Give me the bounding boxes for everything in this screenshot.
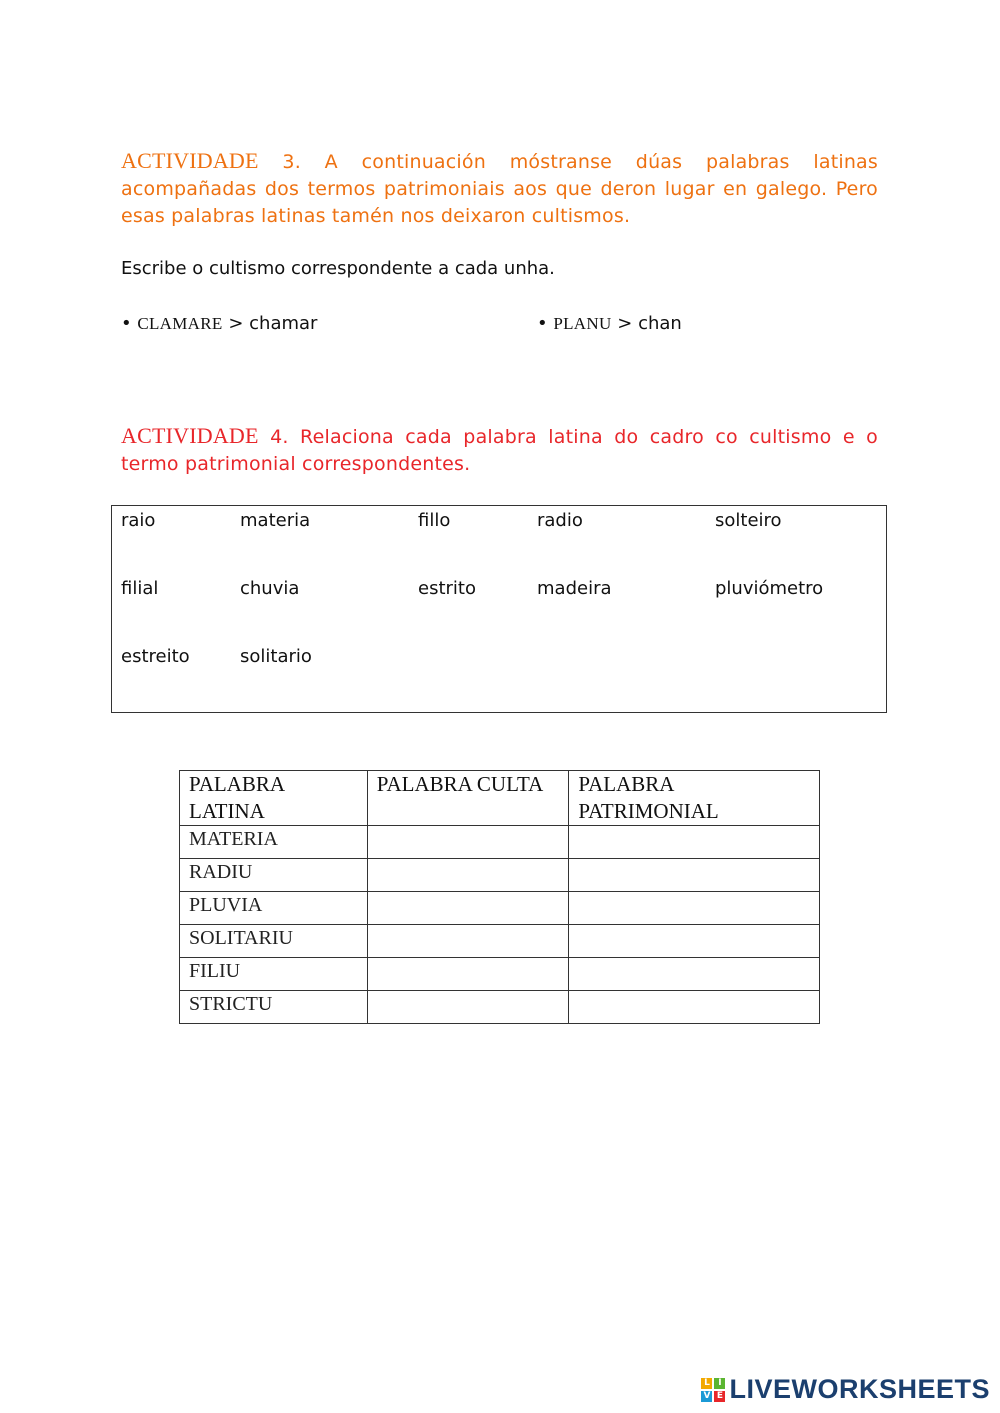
table-row (180, 859, 820, 892)
activity-4-body: 4. Relaciona cada palabra latina do cadro co cultismo e o termo patrimonial correspondentes. (121, 426, 878, 475)
activity-4-lead: ACTIVIDADE (121, 423, 259, 448)
activity-3-lead: ACTIVIDADE (121, 148, 259, 173)
logo-tile: V (701, 1391, 712, 1402)
patrimonial-answer-cell[interactable] (569, 925, 820, 958)
latin-cell: RADIU (180, 859, 368, 892)
header-latin: PALABRA LATINA (180, 771, 368, 826)
latin-cell: MATERIA (180, 826, 368, 859)
latin-cell: STRICTU (180, 991, 368, 1024)
activity-3-body: 3. A continuación móstranse dúas palabras latinas acompañadas dos termos patrimoniais aos que deron lugar en galego. Pero esas palabras latinas tamén nos deixaron cultismos. (121, 151, 879, 227)
latin-cell: PLUVIA (180, 892, 368, 925)
table-row (180, 991, 820, 1024)
pair-clamare: • CLAMARE > chamar (121, 313, 318, 334)
logo-text: LIVEWORKSHEETS (729, 1374, 990, 1404)
word-bank-item: radio (537, 510, 583, 531)
logo-tile: I (714, 1378, 725, 1389)
word-bank-item: estrito (418, 578, 476, 599)
culta-answer-cell[interactable] (367, 826, 569, 859)
activity-4-text (121, 422, 878, 478)
word-bank-item: filial (121, 578, 159, 599)
word-bank-item: solteiro (715, 510, 782, 531)
table-row (180, 958, 820, 991)
word-bank (111, 505, 887, 713)
word-bank-item: materia (240, 510, 311, 531)
pair-word: chamar (249, 313, 318, 334)
patrimonial-answer-cell[interactable] (569, 826, 820, 859)
culta-answer-cell[interactable] (367, 859, 569, 892)
instruction: Escribe o cultismo correspondente a cada unha. (121, 258, 555, 279)
culta-answer-cell[interactable] (367, 925, 569, 958)
table-row (180, 925, 820, 958)
patrimonial-answer-cell[interactable] (569, 958, 820, 991)
culta-answer-cell[interactable] (367, 958, 569, 991)
table-row (180, 892, 820, 925)
word-bank-item: fillo (418, 510, 451, 531)
patrimonial-answer-cell[interactable] (569, 991, 820, 1024)
word-bank-item: madeira (537, 578, 612, 599)
pair-latin: PLANU (553, 314, 612, 333)
latin-cell: FILIU (180, 958, 368, 991)
word-bank-item: pluviómetro (715, 578, 824, 599)
header-patrimonial: PALABRA PATRIMONIAL (569, 771, 820, 826)
word-bank-item: chuvia (240, 578, 300, 599)
table-row (180, 826, 820, 859)
logo-tile: L (701, 1378, 712, 1389)
culta-answer-cell[interactable] (367, 991, 569, 1024)
patrimonial-answer-cell[interactable] (569, 859, 820, 892)
pair-latin: CLAMARE (137, 314, 223, 333)
logo-tile: E (714, 1391, 725, 1402)
latin-cell: SOLITARIU (180, 925, 368, 958)
word-bank-item: solitario (240, 646, 312, 667)
activity-3-text (121, 147, 878, 230)
header-culta: PALABRA CULTA (367, 771, 569, 826)
word-bank-item: estreito (121, 646, 190, 667)
logo-mark-icon (701, 1378, 725, 1402)
patrimonial-answer-cell[interactable] (569, 892, 820, 925)
matching-table (179, 770, 820, 1024)
liveworksheets-logo (701, 1374, 990, 1405)
table-header-row (180, 771, 820, 826)
pair-planu: • PLANU > chan (537, 313, 682, 334)
word-bank-item: raio (121, 510, 156, 531)
culta-answer-cell[interactable] (367, 892, 569, 925)
pair-word: chan (638, 313, 682, 334)
